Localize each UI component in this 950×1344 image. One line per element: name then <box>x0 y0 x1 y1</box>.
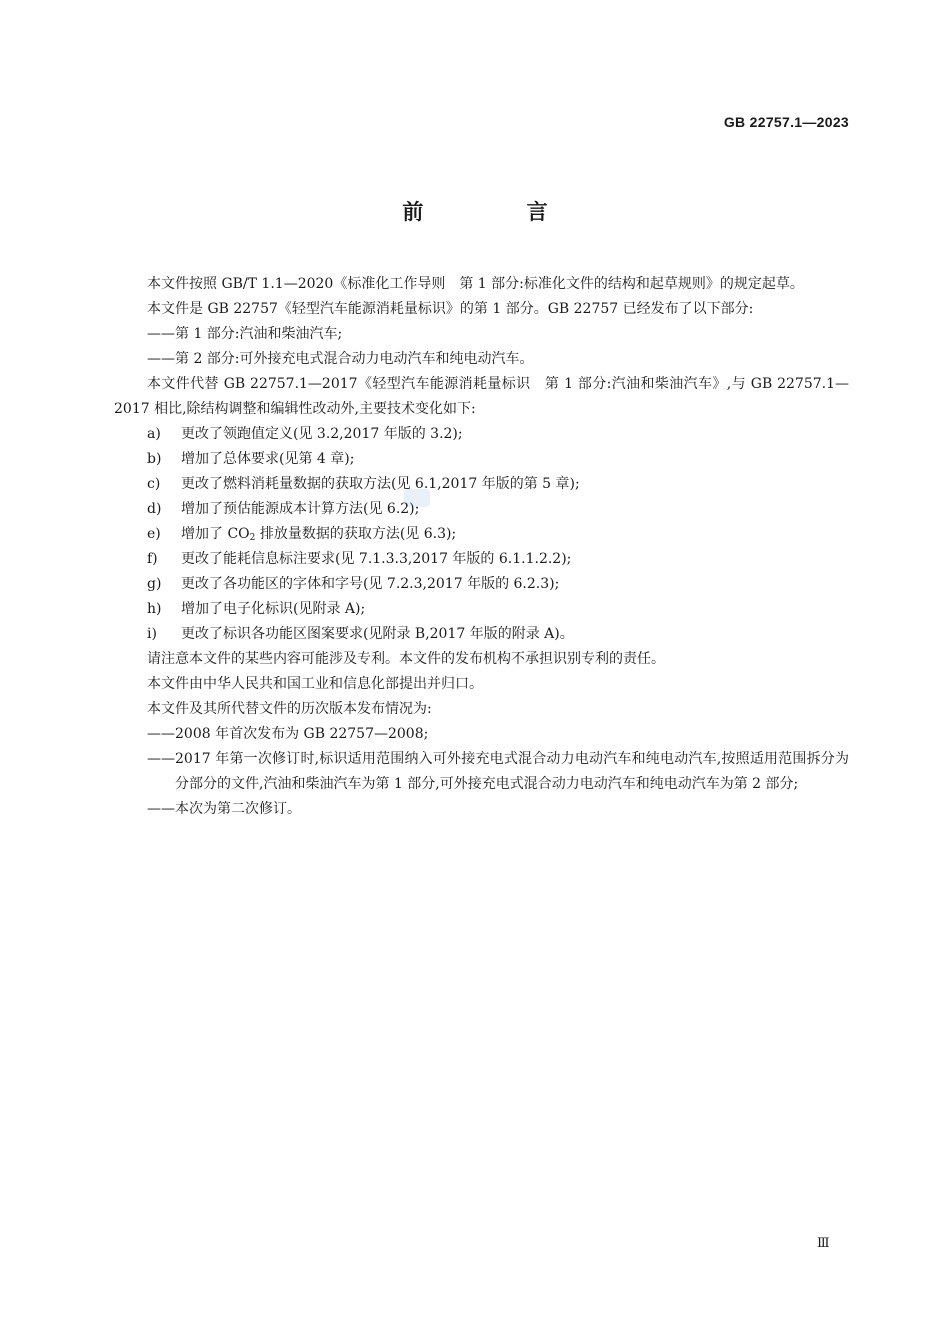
change-item-label: b) <box>147 451 162 467</box>
paragraph-replacement: 本文件代替 GB 22757.1—2017《轻型汽车能源消耗量标识 第 1 部分:汽油和柴油汽车》,与 GB 22757.1—2017 相比,除结构调整和编辑性改动外,主要技术变化如下: <box>114 376 849 417</box>
change-item <box>114 547 849 572</box>
change-item <box>114 597 849 622</box>
change-item-text <box>181 522 849 547</box>
page-title: 前 言 <box>402 200 596 224</box>
change-item <box>114 622 849 647</box>
change-item-text: 更改了标识各功能区图案要求(见附录 B,2017 年版的附录 A)。 <box>181 626 574 642</box>
paragraph-drafting-rules: 本文件按照 GB/T 1.1—2020《标准化工作导则 第 1 部分:标准化文件的结构和起草规则》的规定起草。 <box>147 276 804 292</box>
paragraph-proposer: 本文件由中华人民共和国工业和信息化部提出并归口。 <box>147 676 483 692</box>
change-item-label: g) <box>147 576 162 592</box>
change-item-text: 增加了预估能源成本计算方法(见 6.2); <box>181 501 420 517</box>
foreword-body <box>114 272 849 822</box>
change-item <box>114 422 849 447</box>
change-item <box>114 522 849 547</box>
history-item: ——本次为第二次修订。 <box>147 801 301 817</box>
change-item-text: 更改了领跑值定义(见 3.2,2017 年版的 3.2); <box>181 426 463 442</box>
change-item <box>114 572 849 597</box>
change-item-text: 更改了各功能区的字体和字号(见 7.2.3,2017 年版的 6.2.3); <box>181 576 560 592</box>
paragraph-parts-intro: 本文件是 GB 22757《轻型汽车能源消耗量标识》的第 1 部分。GB 22757 已经发布了以下部分: <box>147 301 754 317</box>
change-item-text: 增加了电子化标识(见附录 A); <box>181 601 366 617</box>
change-item-text-before: 增加了 CO <box>181 526 250 542</box>
change-item-text: 增加了总体要求(见第 4 章); <box>181 451 355 467</box>
page-number: Ⅲ <box>817 1236 830 1251</box>
part-list-item: ——第 2 部分:可外接充电式混合动力电动汽车和纯电动汽车。 <box>147 351 534 367</box>
part-list-item: ——第 1 部分:汽油和柴油汽车; <box>147 326 343 342</box>
change-item-text: 更改了燃料消耗量数据的获取方法(见 6.1,2017 年版的第 5 章); <box>181 476 580 492</box>
change-item <box>114 447 849 472</box>
history-item: ——2008 年首次发布为 GB 22757—2008; <box>147 726 429 742</box>
subscript-two: 2 <box>249 533 256 543</box>
document-code: GB 22757.1—2023 <box>723 114 849 130</box>
paragraph-history-intro: 本文件及其所代替文件的历次版本发布情况为: <box>147 701 432 717</box>
change-item-label: c) <box>147 476 161 492</box>
change-item-label: f) <box>147 551 158 567</box>
change-item-label: e) <box>147 526 161 542</box>
change-item <box>114 497 849 522</box>
change-item <box>114 472 849 497</box>
history-item: ——2017 年第一次修订时,标识适用范围纳入可外接充电式混合动力电动汽车和纯电动汽车,按照适用范围拆分为分部分的文件,汽油和柴油汽车为第 1 部分,可外接充电式混合动力电动汽车和纯电动汽车为第 2 部分; <box>147 751 849 792</box>
change-item-label: i) <box>147 626 157 642</box>
change-item-label: a) <box>147 426 161 442</box>
change-item-text: 更改了能耗信息标注要求(见 7.1.3.3,2017 年版的 6.1.1.2.2); <box>181 551 572 567</box>
change-item-label: h) <box>147 601 162 617</box>
change-item-text-after: 排放量数据的获取方法(见 6.3); <box>255 526 457 542</box>
change-item-label: d) <box>147 501 162 517</box>
paragraph-patent-notice: 请注意本文件的某些内容可能涉及专利。本文件的发布机构不承担识别专利的责任。 <box>147 651 665 667</box>
